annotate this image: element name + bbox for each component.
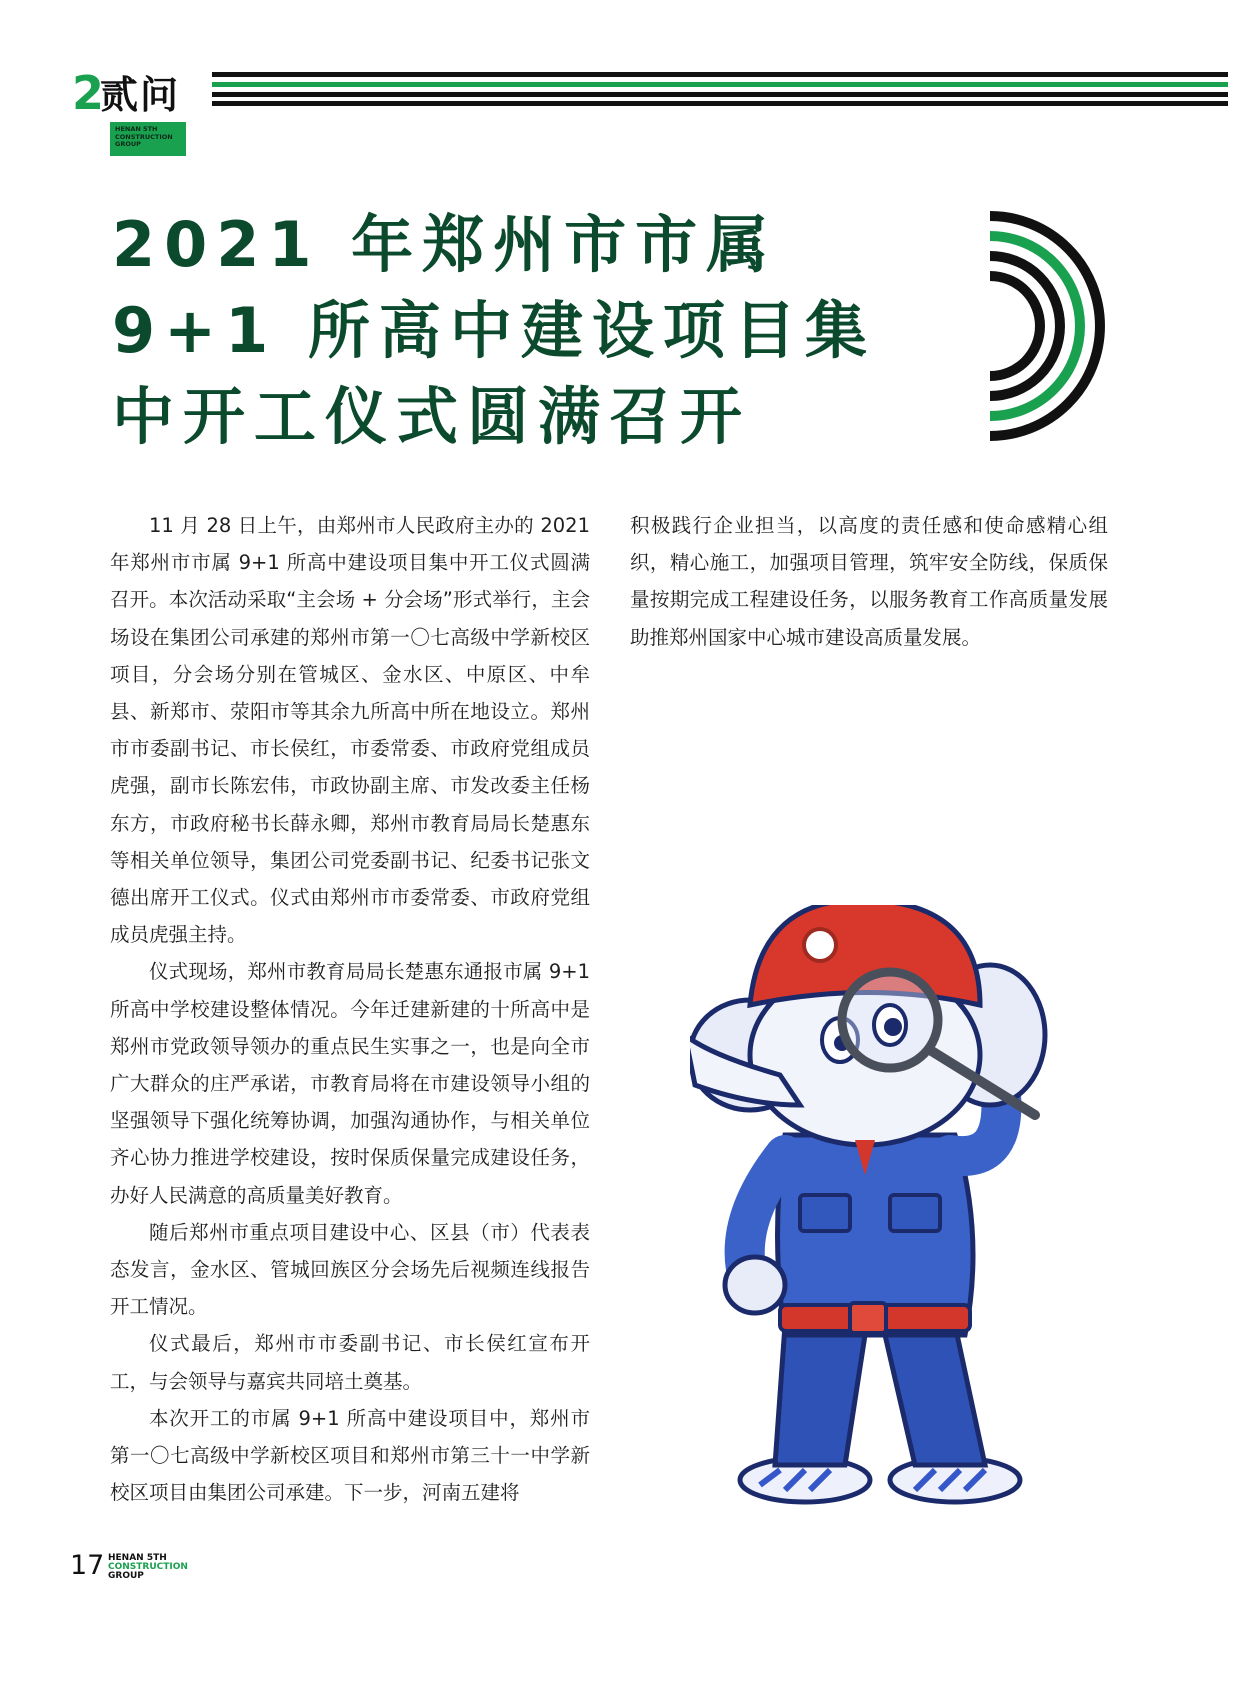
article-left-column xyxy=(110,507,590,1511)
paragraph-3: 随后郑州市重点项目建设中心、区县（市）代表表态发言，金水区、管城回族区分会场先后视频连线报告开工情况。 xyxy=(110,1220,590,1319)
footer-logo-line-2: CONSTRUCTION xyxy=(108,1562,188,1572)
header-logo xyxy=(110,122,186,156)
header-logo-line-1: HENAN 5TH xyxy=(115,125,158,133)
footer-logo-line-1: HENAN 5TH xyxy=(108,1553,167,1563)
article-title: 2021 年郑州市市属 9+1 所高中建设项目集中开工仪式圆满召开 xyxy=(112,208,876,453)
section-title: 贰问 xyxy=(100,73,181,117)
paragraph-1: 11 月 28 日上午，由郑州市人民政府主办的 2021 年郑州市市属 9+1 所高中建设项目集中开工仪式圆满召开。本次活动采取“主会场 + 分会场”形式举行，主会场设在集团公司承建的郑州市第一〇七高级中学新校区项目，分会场分别在管城区、金水区、中原区、中牟县、新郑市、荥阳市等其余九所高中所在地设立。郑州市市委副书记、市长侯红，市委常委、市政府党组成员虎强，副市长陈宏伟，市政协副主席、市发改委主任杨东方，市政府秘书长薛永卿，郑州市教育局局长楚惠东等相关单位领导，集团公司党委副书记、纪委书记张文德出席开工仪式。仪式由郑州市市委常委、市政府党组成员虎强主持。 xyxy=(110,514,590,947)
header-logo-line-2: CONSTRUCTION xyxy=(115,132,173,141)
header-logo-line-3: GROUP xyxy=(115,140,141,148)
mascot-elephant-illustration xyxy=(690,905,1110,1505)
footer-logo-line-3: GROUP xyxy=(108,1571,144,1581)
section-number: 2 xyxy=(72,66,105,120)
paragraph-5: 本次开工的市属 9+1 所高中建设项目中，郑州市第一〇七高级中学新校区项目和郑州市第三十一中学新校区项目由集团公司承建。下一步，河南五建将 xyxy=(110,1406,590,1505)
paragraph-4: 仪式最后，郑州市市委副书记、市长侯红宣布开工，与会领导与嘉宾共同培土奠基。 xyxy=(110,1332,590,1393)
page-number: 17 xyxy=(70,1550,105,1581)
paragraph-5-continued: 积极践行企业担当，以高度的责任感和使命感精心组织，精心施工，加强项目管理，筑牢安全防线，保质保量按期完成工程建设任务，以服务教育工作高质量发展助推郑州国家中心城市建设高质量发展。 xyxy=(630,514,1108,649)
header-rule-black-3 xyxy=(212,101,1228,106)
article-right-column xyxy=(630,507,1108,656)
header-rule-black-1 xyxy=(212,72,1228,77)
paragraph-2: 仪式现场，郑州市教育局局长楚惠东通报市属 9+1 所高中学校建设整体情况。今年迁建新建的十所高中是郑州市党政领导领办的重点民生实事之一，也是向全市广大群众的庄严承诺，市教育局将在市建设领导小组的坚强领导下强化统筹协调，加强沟通协作，与相关单位齐心协力推进学校建设，按时保质保量完成建设任务，办好人民满意的高质量美好教育。 xyxy=(110,960,590,1207)
header-rule-black-2 xyxy=(212,92,1228,97)
decorative-arcs-graphic xyxy=(960,206,1120,446)
header-rule-green xyxy=(212,82,1228,87)
footer-logo xyxy=(108,1554,188,1581)
